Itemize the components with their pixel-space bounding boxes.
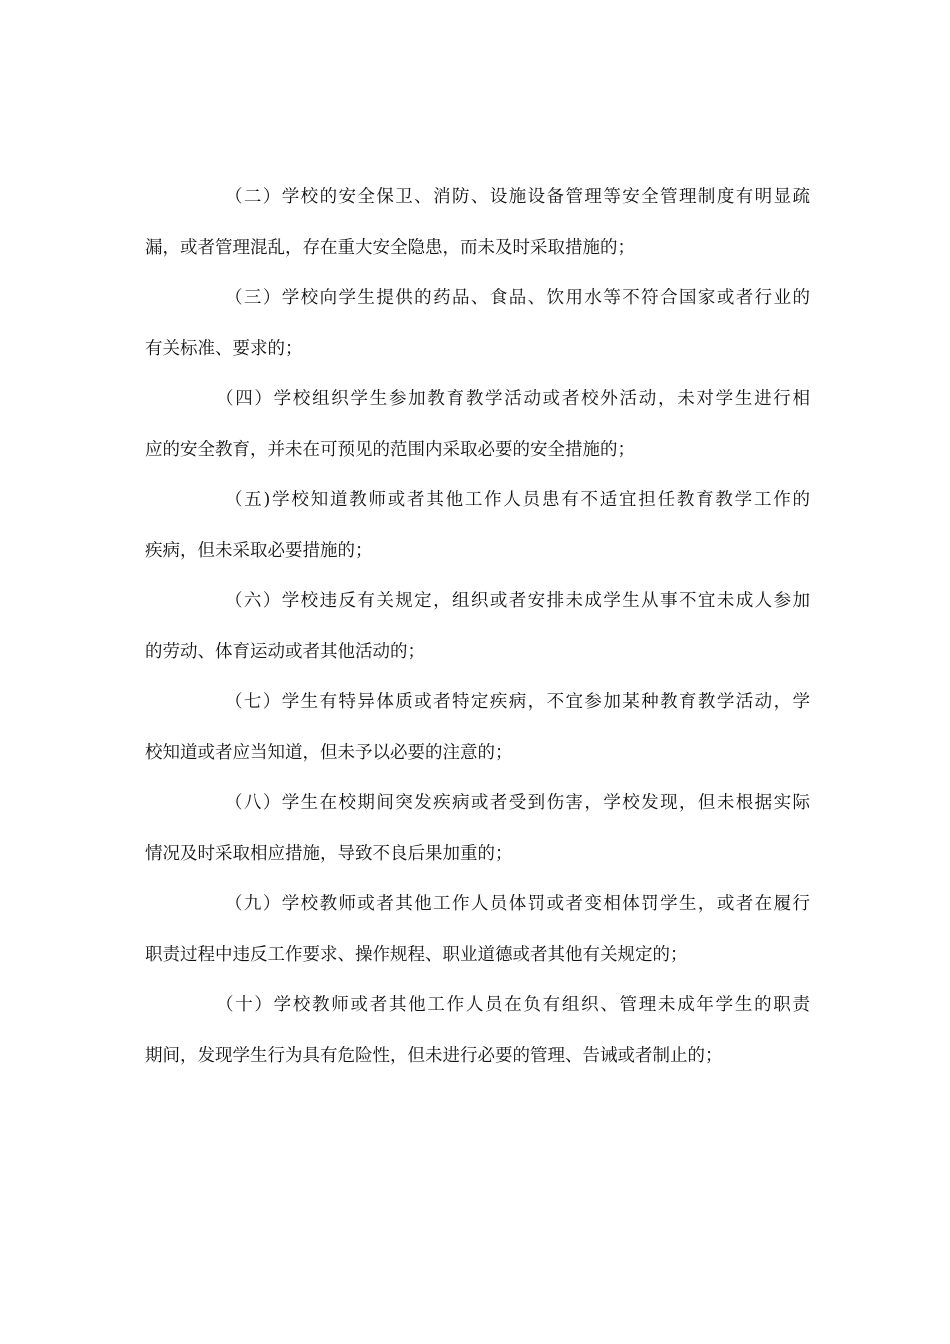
- paragraph-item-8: [145, 778, 810, 879]
- paragraph-line: 漏，或者管理混乱，存在重大安全隐患，而未及时采取措施的；: [145, 237, 635, 258]
- paragraph-line: （十）学校教师或者其他工作人员在负有组织、管理未成年学生的职责: [216, 995, 810, 1015]
- paragraph-line: （六）学校违反有关规定，组织或者安排未成学生从事不宜未成人参加: [225, 591, 810, 611]
- paragraph-line: 校知道或者应当知道，但未予以必要的注意的；: [145, 742, 513, 763]
- paragraph-line: （二）学校的安全保卫、消防、设施设备管理等安全管理制度有明显疏: [225, 187, 810, 207]
- paragraph-line: （三）学校向学生提供的药品、食品、饮用水等不符合国家或者行业的: [225, 288, 810, 308]
- paragraph-item-3: [145, 273, 810, 374]
- paragraph-line: 疾病，但未采取必要措施的；: [145, 540, 373, 561]
- paragraph-item-10: [145, 980, 810, 1081]
- paragraph-item-9: [145, 879, 810, 980]
- paragraph-line: 有关标准、要求的；: [145, 338, 303, 359]
- paragraph-line: （八）学生在校期间突发疾病或者受到伤害，学校发现，但未根据实际: [225, 793, 810, 813]
- paragraph-item-4: [145, 374, 810, 475]
- paragraph-item-7: [145, 677, 810, 778]
- paragraph-line: （七）学生有特异体质或者特定疾病，不宜参加某种教育教学活动，学: [225, 692, 810, 712]
- paragraph-line: 的劳动、体育运动或者其他活动的；: [145, 641, 425, 662]
- paragraph-item-5: [145, 475, 810, 576]
- paragraph-line: 情况及时采取相应措施，导致不良后果加重的；: [145, 843, 513, 864]
- paragraph-line: 职责过程中违反工作要求、操作规程、职业道德或者其他有关规定的；: [145, 944, 688, 965]
- paragraph-line: （四）学校组织学生参加教育教学活动或者校外活动，未对学生进行相: [216, 389, 810, 409]
- paragraph-line: 应的安全教育，并未在可预见的范围内采取必要的安全措施的；: [145, 439, 635, 460]
- document-body: [145, 172, 810, 1081]
- paragraph-line: 期间，发现学生行为具有危险性，但未进行必要的管理、告诫或者制止的；: [145, 1045, 723, 1066]
- paragraph-item-6: [145, 576, 810, 677]
- paragraph-item-2: [145, 172, 810, 273]
- paragraph-line: （九）学校教师或者其他工作人员体罚或者变相体罚学生，或者在履行: [225, 894, 810, 914]
- paragraph-line: （五)学校知道教师或者其他工作人员患有不适宜担任教育教学工作的: [225, 490, 810, 510]
